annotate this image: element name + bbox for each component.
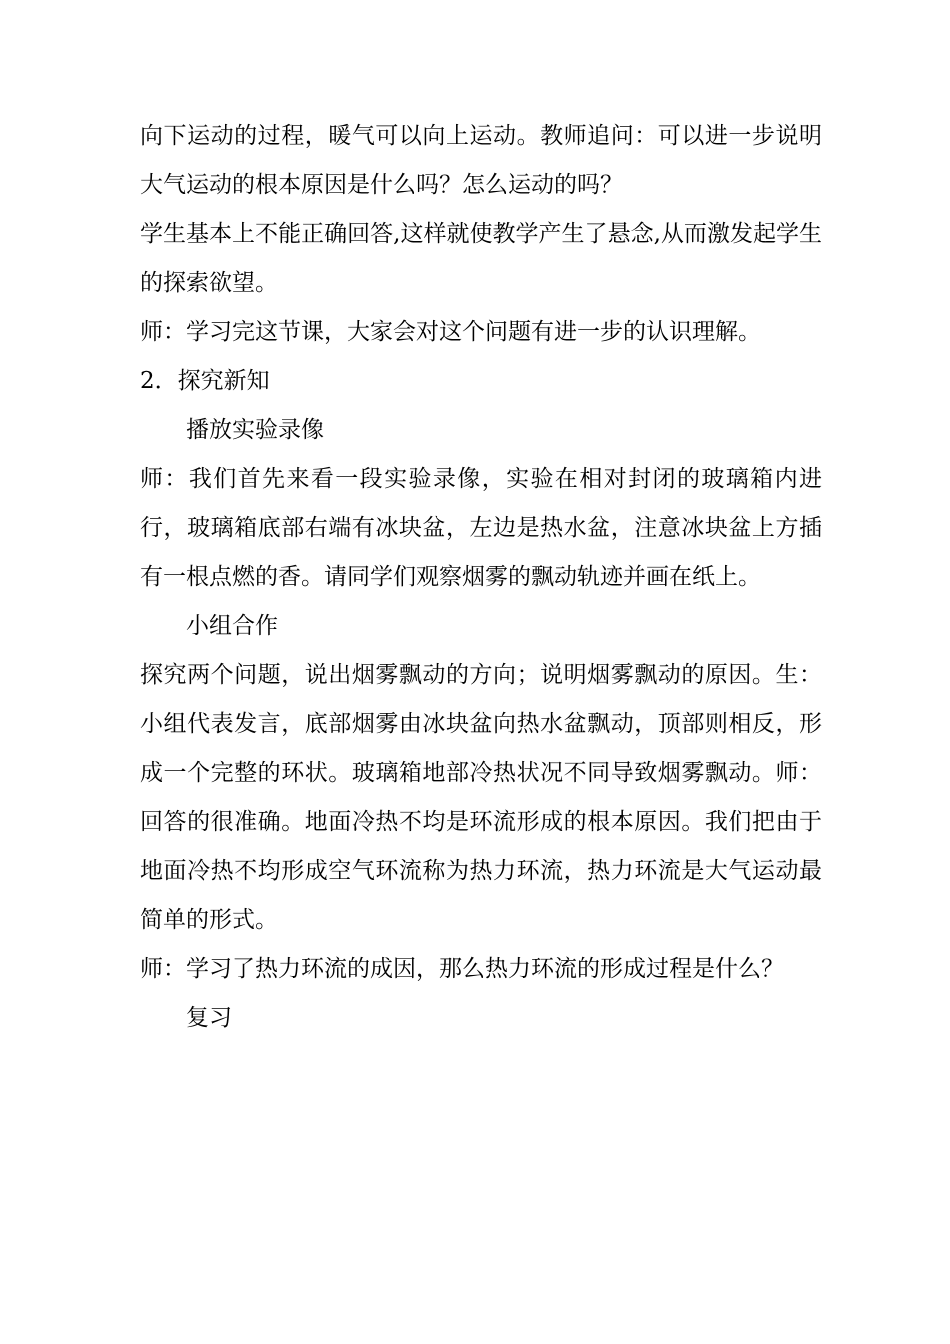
section-heading: 2．探究新知 xyxy=(140,368,270,394)
paragraph-6: 师：学习了热力环流的成因，那么热力环流的形成过程是什么？ xyxy=(140,956,784,982)
subheading-video: 播放实验录像 xyxy=(186,417,324,443)
paragraph-3: 师：学习完这节课，大家会对这个问题有进一步的认识理解。 xyxy=(140,319,761,345)
paragraph-4: 师：我们首先来看一段实验录像，实验在相对封闭的玻璃箱内进行，玻璃箱底部右端有冰块盆，左边是热水盆，注意冰块盆上方插有一根点燃的香。请同学们观察烟雾的飘动轨迹并画在纸上。 xyxy=(140,466,822,590)
paragraph-2: 学生基本上不能正确回答,这样就使教学产生了悬念,从而激发起学生的探索欲望。 xyxy=(140,221,822,296)
subheading-review: 复习 xyxy=(186,1005,232,1031)
document-body xyxy=(140,112,822,1043)
paragraph-1: 向下运动的过程，暖气可以向上运动。教师追问：可以进一步说明大气运动的根本原因是什么吗？怎么运动的吗？ xyxy=(140,123,822,198)
subheading-group-work: 小组合作 xyxy=(186,613,278,639)
paragraph-5: 探究两个问题，说出烟雾飘动的方向；说明烟雾飘动的原因。生：小组代表发言，底部烟雾由冰块盆向热水盆飘动，顶部则相反，形成一个完整的环状。玻璃箱地部冷热状况不同导致烟雾飘动。师：回答的很准确。地面冷热不均是环流形成的根本原因。我们把由于地面冷热不均形成空气环流称为热力环流，热力环流是大气运动最简单的形式。 xyxy=(140,662,822,933)
